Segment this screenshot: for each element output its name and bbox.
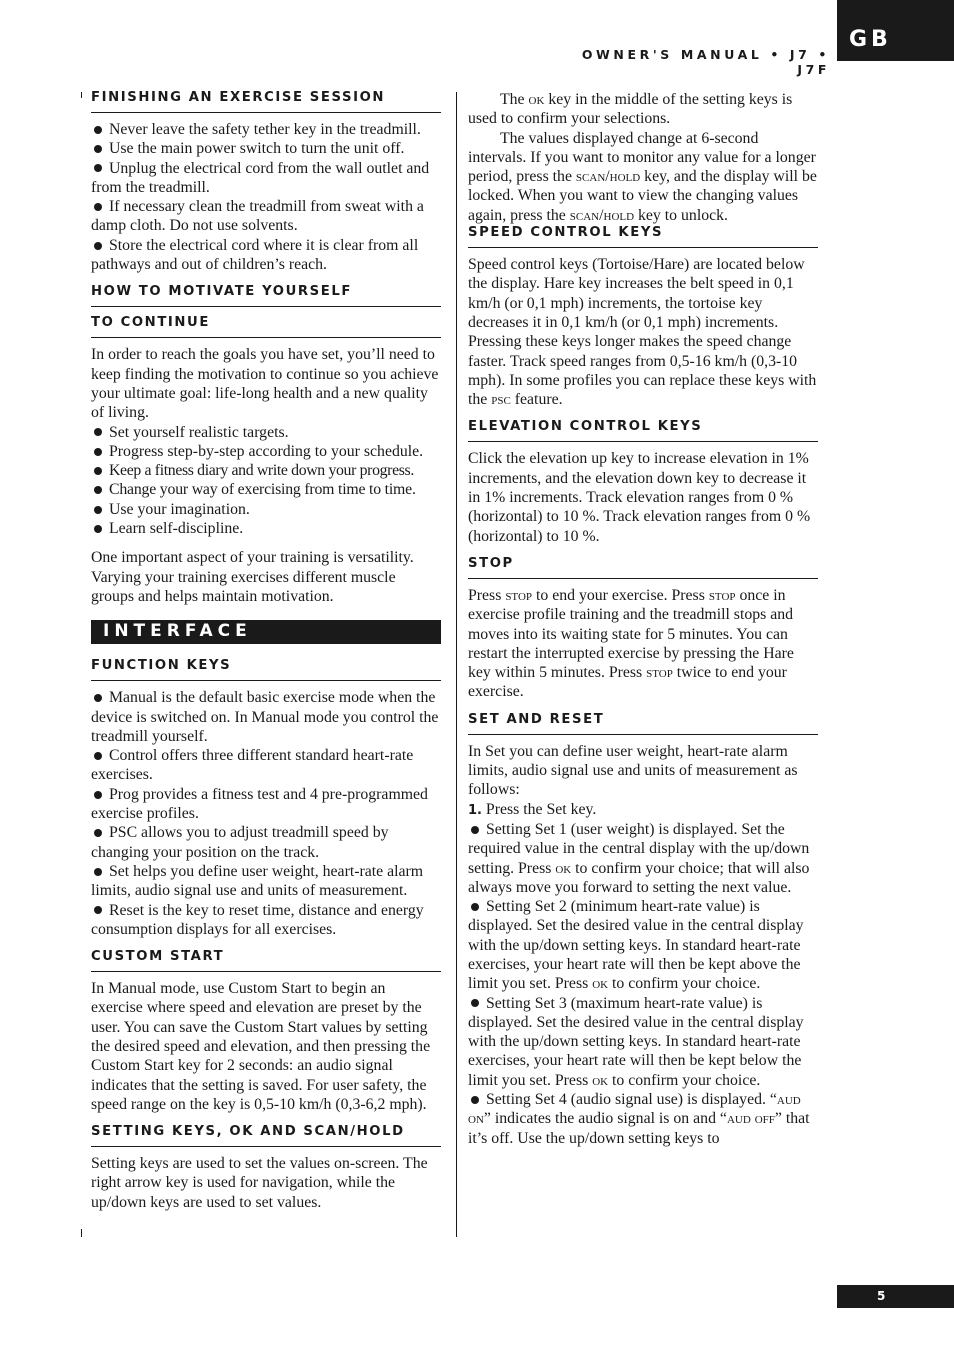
list-item: Setting Set 1 (user weight) is displayed. Set the required value in the central display with the up/down setting. Press ok to confirm your choice; that will also always move you forward to setting the next value. (468, 820, 810, 896)
list-item: Progress step-by-step according to your schedule. (91, 442, 441, 461)
bullet-icon (94, 868, 102, 876)
list-item: Setting Set 4 (audio signal use) is displayed. “aud on” indicates the audio signal is on and “aud off” that it’s off. Use the up/down setting keys to (468, 1091, 810, 1147)
setting-keys-text: Setting keys are used to set the values on-screen. The right arrow key is used for navigation, while the up/down keys are used to set values. (91, 1155, 428, 1211)
list-item: Control offers three different standard heart-rate exercises. (91, 747, 414, 784)
heading-speed-control: SPEED CONTROL KEYS (468, 225, 818, 248)
list-item: Never leave the safety tether key in the treadmill. (91, 120, 441, 139)
bullet-icon (94, 791, 102, 799)
left-column (91, 90, 441, 1222)
motivate-list (91, 423, 441, 539)
heading-set-reset: SET AND RESET (468, 712, 818, 735)
right-column (468, 90, 818, 1148)
list-item: Reset is the key to reset time, distance and energy consumption displays for all exercises. (91, 901, 424, 938)
bullet-icon (471, 826, 479, 834)
column-divider (456, 92, 457, 1237)
list-item: Unplug the electrical cord from the wall outlet and from the treadmill. (91, 159, 430, 196)
list-item: Change your way of exercising from time to time. (91, 480, 441, 499)
bullet-icon (94, 829, 102, 837)
custom-start-text: In Manual mode, use Custom Start to begin an exercise where speed and elevation are preset by the user. You can save the Custom Start values by setting the desired speed and elevation, and then pressing the Custom Start key for 2 seconds: an audio signal indicates that the setting is saved. For user safety, the speed range on the key is 0,5-10 km/h (0,3-6,2 mph). (91, 980, 431, 1113)
finishing-list (91, 120, 441, 274)
page-number: 5 (837, 1285, 954, 1308)
heading-setting-keys: SETTING KEYS, OK AND SCAN/HOLD (91, 1124, 441, 1147)
list-item: Set yourself realistic targets. (91, 423, 441, 442)
motivate-intro: In order to reach the goals you have set, you’ll need to keep finding the motivation to continue so you achieve your ultimate goal: life-long health and a new quality of living. (91, 346, 439, 422)
column-rule-left-bottom (81, 1229, 82, 1237)
list-item: Manual is the default basic exercise mode when the device is switched on. In Manual mode you control the treadmill yourself. (91, 689, 439, 745)
heading-stop: STOP (468, 556, 818, 579)
bullet-icon (94, 126, 102, 134)
list-item: Use your imagination. (91, 500, 441, 519)
list-item: PSC allows you to adjust treadmill speed by changing your position on the track. (91, 824, 389, 861)
list-item: If necessary clean the treadmill from sweat with a damp cloth. Do not use solvents. (91, 198, 424, 235)
heading-finishing: FINISHING AN EXERCISE SESSION (91, 90, 441, 113)
bullet-icon (471, 999, 479, 1007)
set-reset-intro: In Set you can define user weight, heart-rate alarm limits, audio signal use and units of measurement as follows: (468, 742, 798, 799)
language-tab: GB (837, 0, 954, 61)
stop-text: Press stop to end your exercise. Press stop once in exercise profile training and the treadmill stops and moves into its waiting state for 5 minutes. You can restart the interrupted exercise by pressing the Hare key within 5 minutes. Press stop twice to end your exercise. (468, 586, 794, 701)
list-item: Set helps you define user weight, heart-rate alarm limits, audio signal use and units of measurement. (91, 862, 424, 900)
bullet-icon (94, 145, 102, 153)
bullet-icon (471, 1096, 479, 1104)
bullet-icon (94, 752, 102, 760)
bullet-icon (94, 164, 102, 172)
heading-elevation-control: ELEVATION CONTROL KEYS (468, 419, 818, 442)
heading-continue: TO CONTINUE (91, 315, 441, 338)
bullet-icon (94, 694, 102, 702)
motivate-outro: One important aspect of your training is versatility. Varying your training exercises different muscle groups and helps maintain motivation. (91, 549, 414, 605)
column-rule-left-top (81, 92, 82, 98)
list-item: Setting Set 3 (maximum heart-rate value) is displayed. Set the desired value in the central display with the up/down setting keys. In standard heart-rate exercises, your heart rate will then be kept below the limit you set. Press ok to confirm your choice. (468, 994, 804, 1089)
set-reset-step-1: 1. Press the Set key. (468, 800, 597, 818)
heading-custom-start: CUSTOM START (91, 949, 441, 972)
bullet-icon (94, 525, 102, 533)
bullet-icon (94, 448, 102, 456)
ok-key-paragraph: The ok key in the middle of the setting keys is used to confirm your selections. (468, 91, 793, 128)
bullet-icon (94, 486, 102, 494)
elevation-control-text: Click the elevation up key to increase elevation in 1% increments, and the elevation down key to decrease it in 1% increments. Track elevation ranges from 0 % (horizontal) to 10 %. Track elevation ranges from 0 % (horizontal) to 10 %. (468, 450, 811, 545)
speed-control-text: Speed control keys (Tortoise/Hare) are located below the display. Hare key increases the belt speed in 0,1 km/h (or 0,1 mph) increments, the tortoise key decreases it in 0,1 km/h (or 0,1 mph) increments. Pressing these keys longer makes the speed change faster. Track speed ranges from 0,5-16 km/h (0,3-10 mph). In some profiles you can replace these keys with the psc feature. (468, 256, 817, 409)
bullet-icon (94, 506, 102, 514)
list-item: Keep a fitness diary and write down your progress. (91, 461, 441, 480)
list-item: Prog provides a fitness test and 4 pre-programmed exercise profiles. (91, 785, 428, 823)
bullet-icon (94, 428, 102, 436)
bullet-icon (94, 906, 102, 914)
bullet-icon (94, 242, 102, 250)
bullet-icon (94, 203, 102, 211)
list-item: Use the main power switch to turn the unit off. (91, 139, 441, 158)
manual-header-title: OWNER'S MANUAL • J7 • J7F (581, 47, 830, 77)
bullet-icon (94, 467, 102, 475)
list-item: Store the electrical cord where it is clear from all pathways and out of children’s reach. (91, 236, 419, 274)
function-keys-list (91, 688, 441, 939)
heading-function-keys: FUNCTION KEYS (91, 658, 441, 681)
bullet-icon (471, 903, 479, 911)
heading-motivate: HOW TO MOTIVATE YOURSELF (91, 284, 441, 307)
list-item: Learn self-discipline. (91, 519, 441, 538)
interface-banner: INTERFACE (91, 620, 441, 644)
values-paragraph: The values displayed change at 6-second intervals. If you want to monitor any value for a longer period, press the scan/hold key, and the display will be locked. When you want to view the changing values again, press the scan/hold key to unlock. (468, 129, 817, 224)
list-item: Setting Set 2 (minimum heart-rate value) is displayed. Set the desired value in the central display with the up/down setting keys. In standard heart-rate exercises, your heart rate will then be kept above the limit you set. Press ok to confirm your choice. (468, 898, 804, 993)
